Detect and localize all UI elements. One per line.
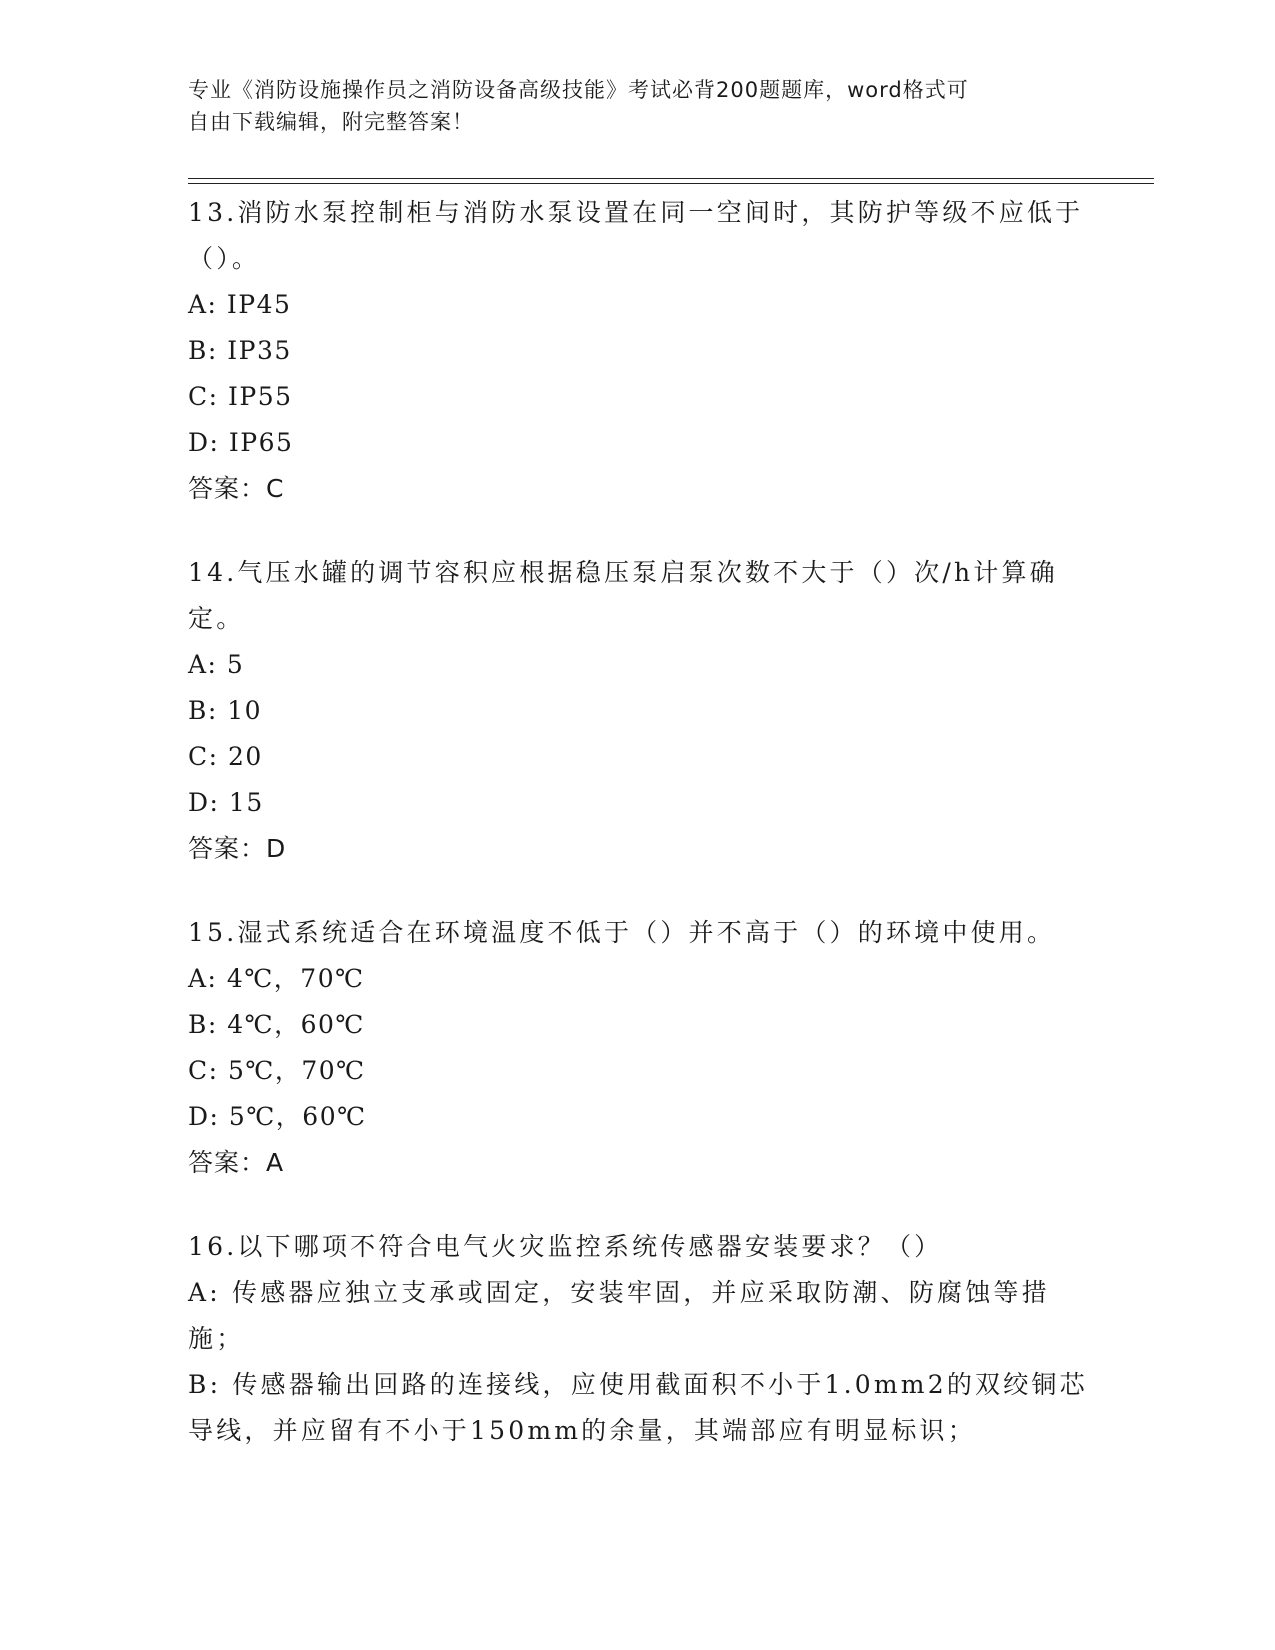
option-a: A: 传感器应独立支承或固定，安装牢固，并应采取防潮、防腐蚀等措施； xyxy=(188,1278,1050,1353)
option-c: C: 5℃，70℃ xyxy=(188,1056,366,1085)
question-list xyxy=(188,190,1088,1492)
question-stem: 16.以下哪项不符合电气火灾监控系统传感器安装要求？（） xyxy=(188,1232,943,1261)
question-13 xyxy=(188,190,1088,512)
question-16 xyxy=(188,1224,1088,1454)
option-c: C: 20 xyxy=(188,742,263,771)
header-divider-bottom xyxy=(188,183,1154,184)
option-b: B: IP35 xyxy=(188,336,292,365)
header-divider-top xyxy=(188,178,1154,179)
option-c: C: IP55 xyxy=(188,382,293,411)
header-line-2: 自由下载编辑，附完整答案！ xyxy=(188,110,474,134)
question-stem: 14.气压水罐的调节容积应根据稳压泵启泵次数不大于（）次/h计算确定。 xyxy=(188,558,1058,633)
option-b: B: 4℃，60℃ xyxy=(188,1010,365,1039)
option-d: D: IP65 xyxy=(188,428,294,457)
question-stem: 15.湿式系统适合在环境温度不低于（）并不高于（）的环境中使用。 xyxy=(188,918,1056,947)
option-a: A: 5 xyxy=(188,650,245,679)
option-b: B: 10 xyxy=(188,696,263,725)
header-line-1: 专业《消防设施操作员之消防设备高级技能》考试必背200题题库，word格式可 xyxy=(188,78,969,102)
question-15 xyxy=(188,910,1088,1186)
option-b: B: 传感器输出回路的连接线，应使用截面积不小于1.0mm2的双绞铜芯导线，并应留有不小于150mm的余量，其端部应有明显标识； xyxy=(188,1370,1088,1445)
answer-label: 答案：D xyxy=(188,834,287,863)
question-stem: 13.消防水泵控制柜与消防水泵设置在同一空间时，其防护等级不应低于（）。 xyxy=(188,198,1084,273)
option-d: D: 15 xyxy=(188,788,264,817)
answer-label: 答案：A xyxy=(188,1148,285,1177)
option-a: A: 4℃，70℃ xyxy=(188,964,365,993)
option-a: A: IP45 xyxy=(188,290,292,319)
question-14 xyxy=(188,550,1088,872)
document-header xyxy=(188,74,1088,138)
option-d: D: 5℃，60℃ xyxy=(188,1102,367,1131)
answer-label: 答案：C xyxy=(188,474,285,503)
